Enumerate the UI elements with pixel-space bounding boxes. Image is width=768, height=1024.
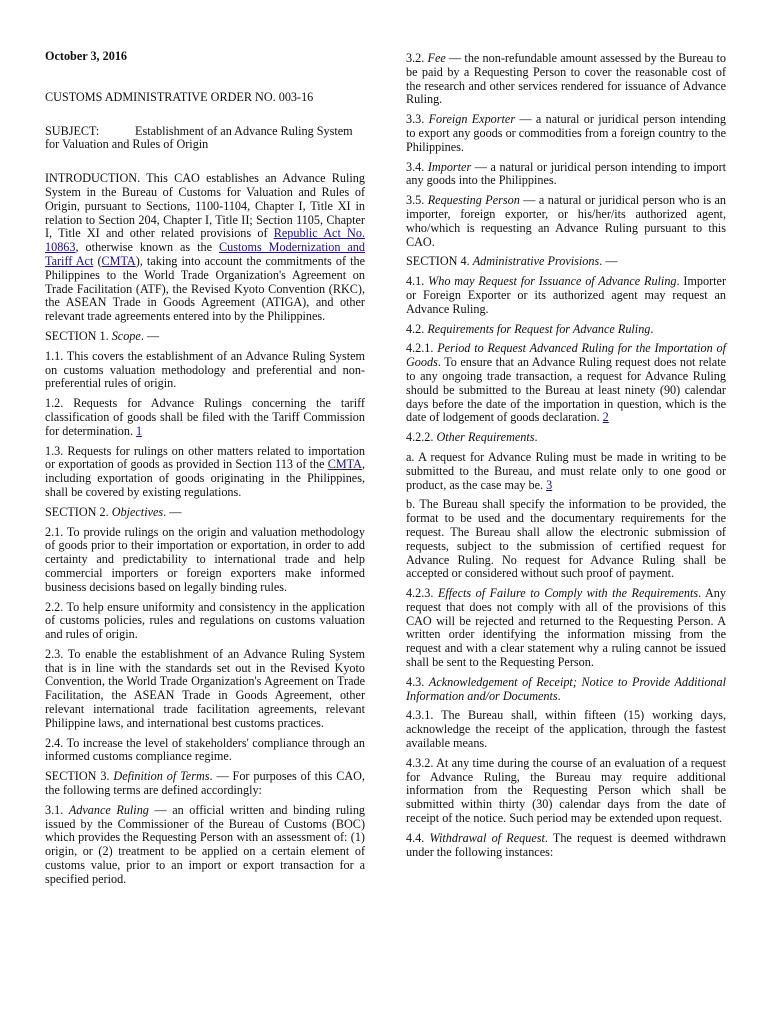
paragraph-4-3-2: 4.3.2. At any time during the course of an evaluation of a request for Advance Ruling, the Bureau may require additional information from the Requesting Person which shall be submitted within thirty (30) calendar days from the date of receipt of the notice. Such period may be extended upon request. xyxy=(406,755,726,826)
paragraph-2-2: 2.2. To help ensure uniformity and consistency in the application of customs policies, rules and regulations on customs valuation and rules of origin. xyxy=(45,599,365,642)
subject-label: SUBJECT: xyxy=(45,123,100,138)
paragraph-4-3: 4.3. Acknowledgement of Receipt; Notice to Provide Additional Information and/or Documents. xyxy=(406,674,727,703)
left-column xyxy=(45,50,365,893)
paragraph-4-2-3: 4.2.3. Effects of Failure to Comply with the Requirements. Any request that does not comply with all of the provisions of this CAO will be rejected and returned to the Requesting Person. A written order identifying the information missing from the request and with a clear statement why a ruling cannot be issued shall be sent to the Requesting Person. xyxy=(406,586,726,670)
paragraph-2-4: 2.4. To increase the level of stakeholders' compliance through an informed customs compliance regime. xyxy=(45,735,365,764)
introduction-paragraph: INTRODUCTION. This CAO establishes an Advance Ruling System in the Bureau of Customs for Valuation and Rules of Origin, pursuant to Sections, 1100-1104, Chapter I, Title XI in relation to Section 204, Chapter I, Title II; Section 1105, Chapter I, Title XI and other related provisions of Republic Act No. 10863, otherwise known as the Customs Modernization and Tariff Act (CMTA), taking into account the commitments of the Philippines to the World Trade Organization's Agreement on Trade Facilitation (ATF), the Revised Kyoto Convention (RKC), the ASEAN Trade in Goods Agreement (ATIGA), and other relevant trade agreements entered into by the Philippines. xyxy=(45,171,365,324)
paragraph-4-2-2: 4.2.2. Other Requirements. xyxy=(406,430,538,445)
subject-text: Establishment of an Advance Ruling System for Valuation and Rules of Origin xyxy=(45,123,353,152)
paragraph-1-1: 1.1. This covers the establishment of an Advance Ruling System on customs valuation methodology and preferential and non-preferential rules of origin. xyxy=(45,348,365,391)
cmta-link[interactable]: CMTA xyxy=(101,253,136,268)
right-column xyxy=(406,52,726,865)
paragraph-4-2-1: 4.2.1. Period to Request Advanced Ruling for the Importation of Goods. To ensure that an Advance Ruling request does not relate to any ongoing trade transaction, a request for Advance Ruling should be submitted to the Bureau at least ninety (90) calendar days before the date of the importation in question, which is the date of lodgement of goods declaration. 2 xyxy=(406,341,727,425)
definition-importer: 3.4. Importer — a natural or juridical person intending to import any goods into the Philippines. xyxy=(406,159,727,188)
order-number: CUSTOMS ADMINISTRATIVE ORDER NO. 003-16 xyxy=(45,89,314,104)
definition-advance-ruling: 3.1. Advance Ruling — an official written and binding ruling issued by the Commissioner of the Bureau of Customs (BOC) which provides the Requesting Person with an assessment of: (1) origin, or (2) treatment to be applied on a certain element of customs value, prior to an import or export transaction for a specified period. xyxy=(45,802,366,886)
paragraph-2-3: 2.3. To enable the establishment of an Advance Ruling System that is in line with the standards set out in the Revised Kyoto Convention, the World Trade Organization's Agreement on Trade Facilitation, the ASEAN Trade in Goods Agreement, other relevant international trade facilitation agreements, relevant Philippine laws, and international best customs practices. xyxy=(45,646,365,730)
republic-act-link[interactable]: Republic Act No. 10863 xyxy=(45,226,365,255)
definition-requesting-person: 3.5. Requesting Person — a natural or juridical person who is an importer, foreign exporter, or his/her/its authorized agent, who/which is requesting an Advance Ruling pursuant to this CAO. xyxy=(406,193,727,249)
subject-line xyxy=(45,125,365,153)
paragraph-4-2-2-a: a. A request for Advance Ruling must be made in writing to be submitted to the Bureau, and must relate only to one good or product, as the case may be. 3 xyxy=(406,449,726,492)
cmta-section-link[interactable]: CMTA xyxy=(327,457,362,472)
paragraph-1-3: 1.3. Requests for rulings on other matters related to importation or exportation of goods as provided in Section 113 of the CMTA, including exportation of goods originating in the Philippines, shall be covered by existing regulations. xyxy=(45,443,365,499)
order-date: October 3, 2016 xyxy=(45,49,128,63)
section-3-heading: SECTION 3. Definition of Terms. — For purposes of this CAO, the following terms are defined accordingly: xyxy=(45,769,365,798)
section-4-heading: SECTION 4. Administrative Provisions. — xyxy=(406,254,618,269)
paragraph-4-2: 4.2. Requirements for Request for Advance Ruling. xyxy=(406,321,654,336)
definition-foreign-exporter: 3.3. Foreign Exporter — a natural or juridical person intending to export any goods or commodities from a foreign country to the Philippines. xyxy=(406,112,726,154)
paragraph-1-2: 1.2. Requests for Advance Rulings concerning the tariff classification of goods shall be filed with the Tariff Commission for determination. 1 xyxy=(45,396,365,438)
definition-fee: 3.2. Fee — the non-refundable amount assessed by the Bureau to be paid by a Requesting Person to cover the reasonable cost of the research and other services rendered for issuance of Advance Ruling. xyxy=(406,51,726,107)
paragraph-4-1: 4.1. Who may Request for Issuance of Advance Ruling. Importer or Foreign Exporter or its authorized agent may request an Advance Ruling. xyxy=(406,274,727,316)
footnote-link-1[interactable]: 1 xyxy=(136,423,143,438)
section-2-heading: SECTION 2. Objectives. — xyxy=(45,504,182,519)
footnote-link-3[interactable]: 3 xyxy=(546,477,553,492)
section-1-heading: SECTION 1. Scope. — xyxy=(45,328,160,343)
paragraph-4-2-2-b: b. The Bureau shall specify the information to be provided, the format to be used and the documentary requirements for the request. The Bureau shall allow the electronic submission of requests, subject to the submission of certified request for Advance Ruling. No request for Advance Ruling shall be accepted or considered without such proof of payment. xyxy=(406,497,726,581)
footnote-link-2[interactable]: 2 xyxy=(602,410,609,425)
cmta-full-link[interactable]: Customs Modernization and Tariff Act xyxy=(45,240,365,268)
paragraph-2-1: 2.1. To provide rulings on the origin and valuation methodology of goods prior to their importation or exportation, in order to add certainty and predictability to international trade and help commercial importers or foreign exporters make informed business decisions based on legally binding rules. xyxy=(45,524,365,594)
paragraph-4-3-1: 4.3.1. The Bureau shall, within fifteen (15) working days, acknowledge the receipt of the application, through the fastest available means. xyxy=(406,708,726,751)
paragraph-4-4: 4.4. Withdrawal of Request. The request is deemed withdrawn under the following instances: xyxy=(406,830,727,859)
